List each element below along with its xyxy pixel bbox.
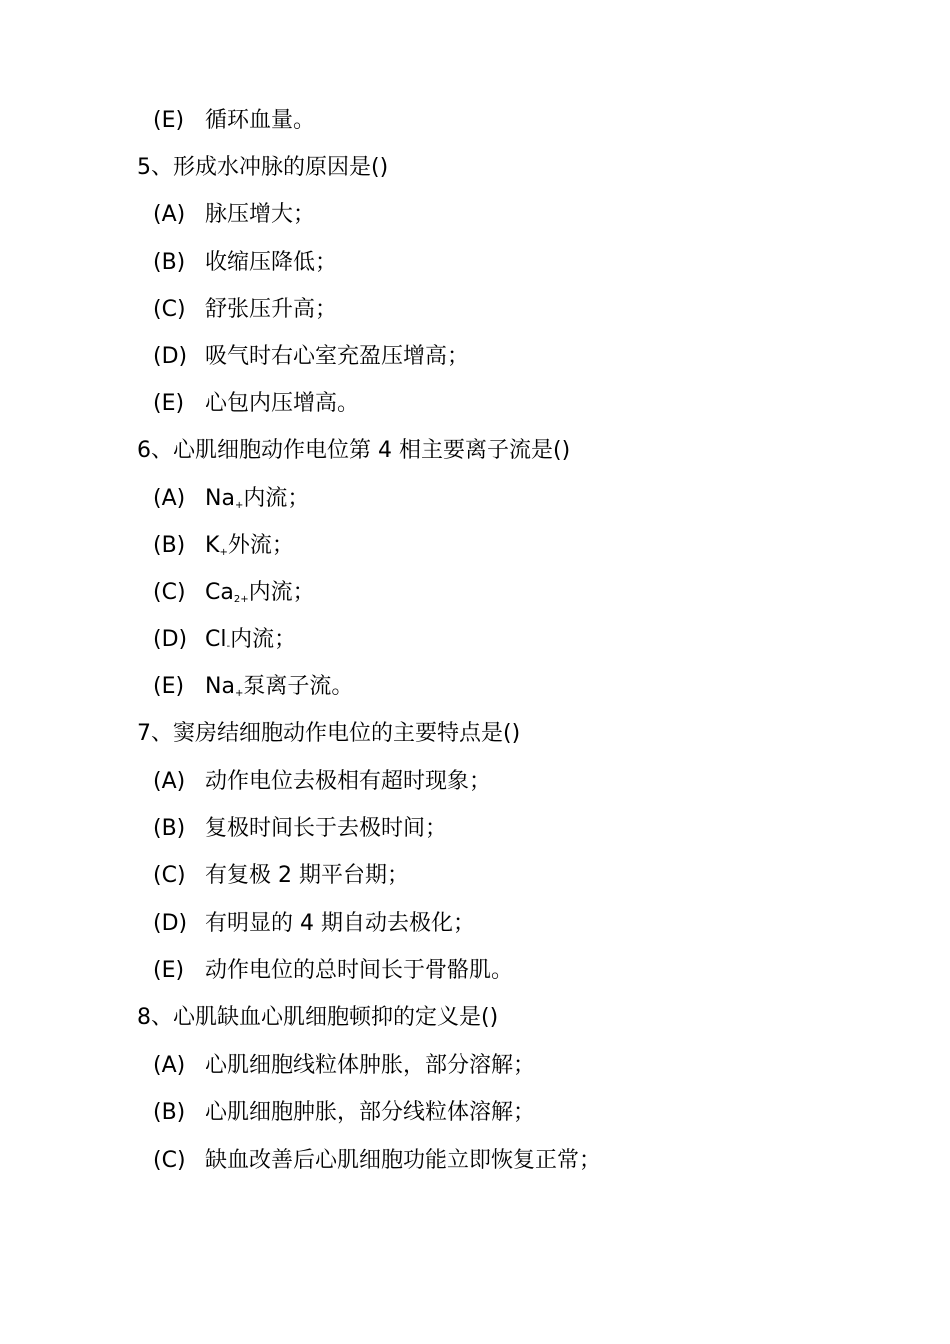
option-letter: (E) (153, 958, 185, 983)
ion-symbol: Ca (205, 580, 234, 605)
option-text: 心肌细胞线粒体肿胀，部分溶解； (205, 1053, 536, 1078)
option-text: 动作电位的总时间长于骨骼肌。 (205, 958, 514, 983)
option-text: 脉压增大； (205, 202, 316, 227)
option-letter: (C) (153, 1148, 186, 1173)
ion-symbol: K (205, 533, 220, 558)
option-text: 内流； (230, 627, 297, 652)
question-line: 6、心肌细胞动作电位第 4 相主要离子流是() (137, 438, 571, 463)
option-letter: (A) (153, 769, 186, 794)
option-line (153, 956, 513, 986)
option-text: 内流； (243, 486, 310, 511)
option-text: 收缩压降低； (205, 250, 338, 275)
option-letter: (A) (153, 486, 186, 511)
option-line (153, 295, 337, 325)
option-letter: (C) (153, 863, 186, 888)
option-letter: (B) (153, 250, 186, 275)
option-line (153, 861, 409, 891)
option-letter: (D) (153, 344, 188, 369)
option-text: 泵离子流。 (243, 674, 354, 699)
option-line (153, 578, 315, 615)
option-text: 心包内压增高。 (205, 391, 360, 416)
option-text: 有明显的 4 期自动去极化； (205, 911, 475, 936)
question-line: 5、形成水冲脉的原因是() (137, 155, 389, 180)
option-letter: (D) (153, 627, 188, 652)
option-letter: (B) (153, 816, 186, 841)
option-text: 动作电位去极相有超时现象； (205, 769, 492, 794)
question-line: 8、心肌缺血心肌细胞顿抑的定义是() (137, 1005, 499, 1030)
ion-charge: - (226, 641, 231, 652)
option-text: 内流； (248, 580, 315, 605)
ion-charge: + (219, 547, 228, 558)
ion-charge: + (234, 688, 244, 699)
option-letter: (A) (153, 202, 186, 227)
option-text: 心肌细胞肿胀，部分线粒体溶解； (205, 1100, 536, 1125)
ion-charge: + (234, 500, 244, 511)
option-letter: (A) (153, 1053, 186, 1078)
option-line (153, 1051, 535, 1081)
option-letter: (E) (153, 108, 185, 133)
option-letter: (C) (153, 580, 186, 605)
option-line (153, 672, 353, 709)
option-line (153, 1098, 535, 1128)
option-text: 外流； (227, 533, 294, 558)
option-letter: (E) (153, 391, 185, 416)
option-line (153, 389, 359, 419)
ion-charge: 2+ (233, 594, 249, 605)
option-line (153, 814, 447, 844)
option-line (153, 342, 469, 372)
option-line (153, 106, 315, 136)
option-line (153, 767, 491, 797)
option-letter: (B) (153, 1100, 186, 1125)
question-line: 7、窦房结细胞动作电位的主要特点是() (137, 721, 521, 746)
option-line (153, 200, 315, 230)
option-letter: (D) (153, 911, 188, 936)
ion-symbol: Na (205, 674, 235, 699)
option-line (153, 484, 309, 521)
ion-symbol: Cl (205, 627, 227, 652)
option-line (153, 625, 296, 662)
option-letter: (E) (153, 674, 185, 699)
option-text: 吸气时右心室充盈压增高； (205, 344, 470, 369)
option-text: 缺血改善后心肌细胞功能立即恢复正常； (205, 1148, 602, 1173)
option-letter: (B) (153, 533, 186, 558)
option-text: 舒张压升高； (205, 297, 338, 322)
ion-symbol: Na (205, 486, 235, 511)
option-line (153, 531, 294, 568)
option-text: 复极时间长于去极时间； (205, 816, 448, 841)
option-text: 循环血量。 (205, 108, 316, 133)
option-line (153, 1146, 601, 1176)
option-line (153, 909, 475, 939)
option-line (153, 248, 337, 278)
option-text: 有复极 2 期平台期； (205, 863, 409, 888)
option-letter: (C) (153, 297, 186, 322)
